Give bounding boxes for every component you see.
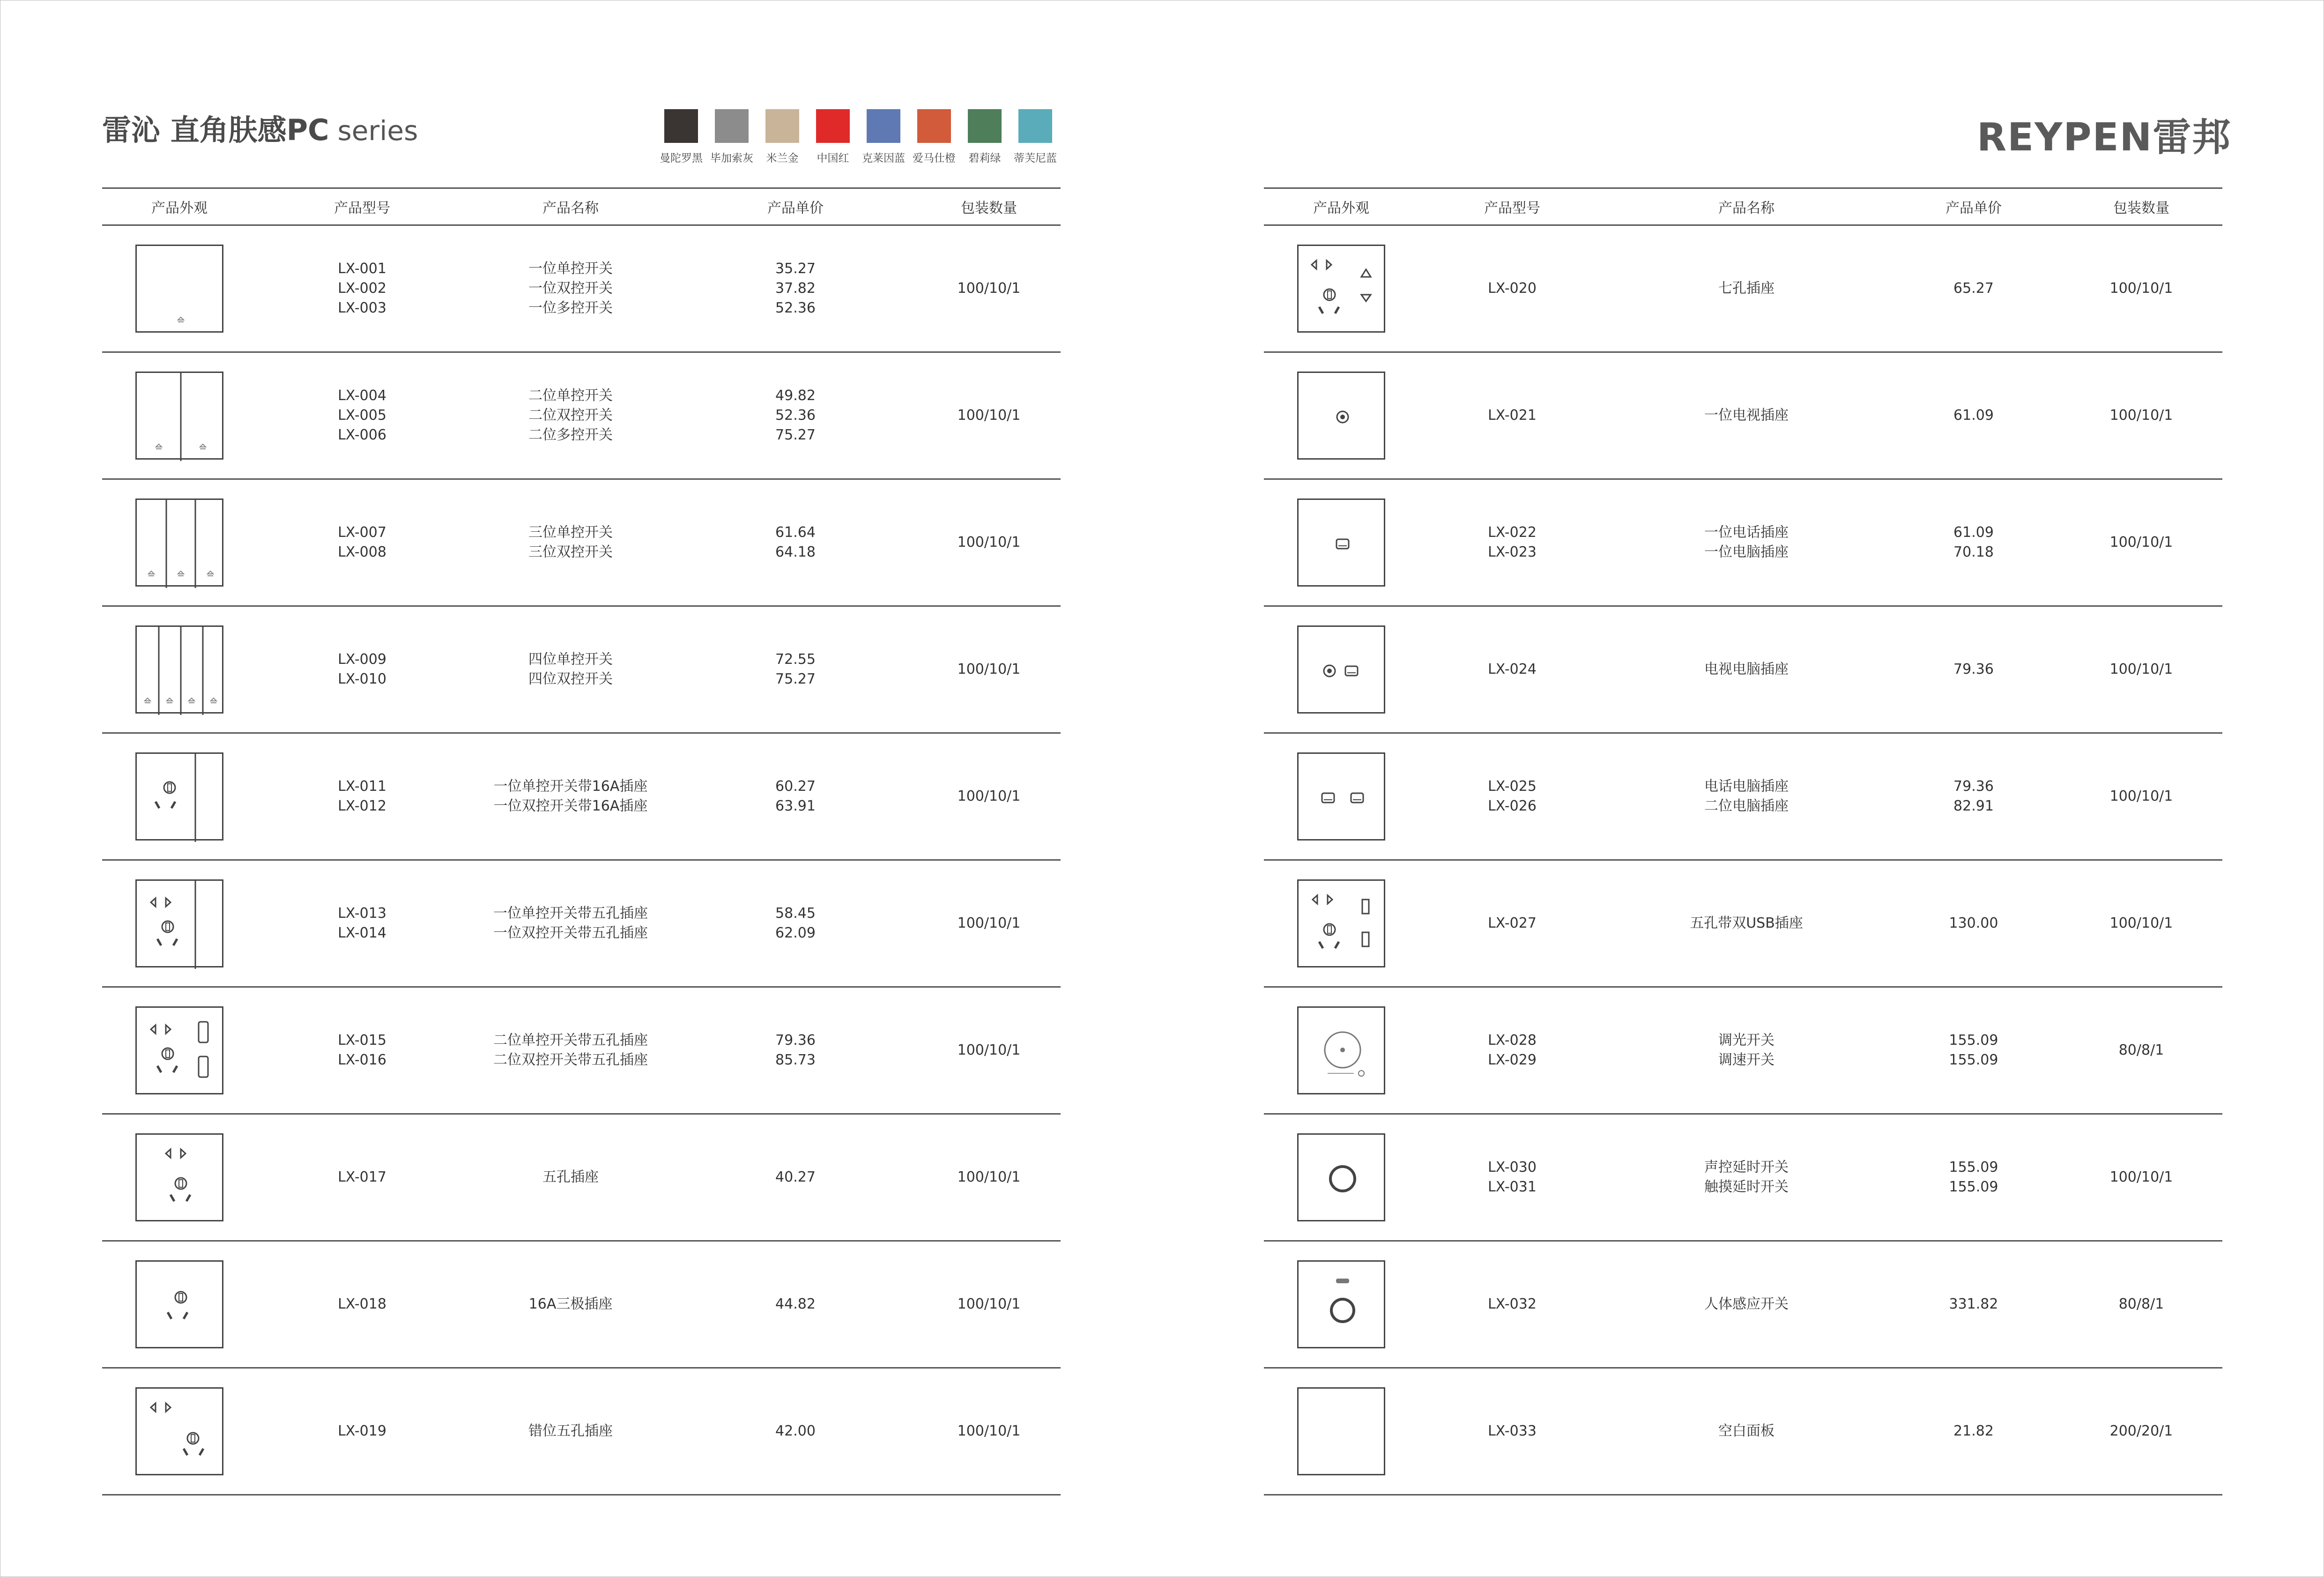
price-cell: 35.27 37.82 52.36 xyxy=(775,260,816,316)
product-panel-icon xyxy=(135,372,223,460)
name-cell: 一位电话插座 一位电脑插座 xyxy=(1704,524,1789,560)
name-cell: 四位单控开关 四位双控开关 xyxy=(528,651,613,687)
color-chip xyxy=(816,109,850,143)
price-cell: 72.55 75.27 xyxy=(775,651,816,687)
color-swatch-label: 曼陀罗黑 xyxy=(660,152,703,164)
color-swatch xyxy=(858,109,909,165)
appearance-cell xyxy=(1264,752,1418,841)
header-model: 产品型号 xyxy=(1484,200,1540,216)
name-cell: 一位单控开关带五孔插座 一位双控开关带五孔插座 xyxy=(493,905,648,941)
appearance-cell xyxy=(1264,1260,1418,1348)
model-cell: LX-024 xyxy=(1488,661,1537,677)
model-cell: LX-018 xyxy=(338,1296,386,1312)
model-cell: LX-019 xyxy=(338,1423,386,1439)
color-chip xyxy=(968,109,1002,143)
model-cell: LX-011 LX-012 xyxy=(338,778,386,814)
appearance-cell xyxy=(102,879,257,967)
color-swatch-label: 中国红 xyxy=(817,152,849,164)
color-swatch xyxy=(808,109,858,165)
page-title xyxy=(102,107,418,149)
color-chip xyxy=(715,109,749,143)
price-cell: 331.82 xyxy=(1949,1296,1998,1312)
appearance-cell xyxy=(102,245,257,333)
brand-logo: REYPEN雷邦 xyxy=(1977,115,2232,160)
name-cell: 调光开关 调速开关 xyxy=(1718,1032,1775,1068)
appearance-cell xyxy=(102,752,257,841)
table-row xyxy=(102,861,1061,988)
price-cell: 65.27 xyxy=(1953,280,1994,297)
model-cell: LX-027 xyxy=(1488,915,1537,931)
color-swatch-label: 克莱因蓝 xyxy=(862,152,905,164)
product-panel-icon xyxy=(1297,879,1385,967)
quantity-cell: 100/10/1 xyxy=(957,1296,1021,1312)
name-cell: 七孔插座 xyxy=(1718,280,1775,297)
product-table-left xyxy=(102,187,1061,1495)
product-panel-icon xyxy=(135,1260,223,1348)
name-cell: 16A三极插座 xyxy=(528,1296,613,1312)
header-appearance: 产品外观 xyxy=(1313,200,1369,216)
color-swatch xyxy=(1010,109,1061,165)
header-quantity: 包装数量 xyxy=(961,200,1017,216)
appearance-cell xyxy=(102,625,257,714)
table-row xyxy=(1264,1369,2222,1495)
price-cell: 155.09 155.09 xyxy=(1949,1032,1998,1068)
table-row xyxy=(1264,1115,2222,1242)
name-cell: 三位单控开关 三位双控开关 xyxy=(528,524,613,560)
table-row xyxy=(1264,861,2222,988)
quantity-cell: 100/10/1 xyxy=(957,788,1021,804)
color-swatch xyxy=(909,109,959,165)
header-quantity: 包装数量 xyxy=(2113,200,2169,216)
price-cell: 61.09 xyxy=(1953,407,1994,424)
appearance-cell xyxy=(1264,372,1418,460)
product-panel-icon xyxy=(1297,1006,1385,1094)
quantity-cell: 80/8/1 xyxy=(2118,1042,2164,1058)
appearance-cell xyxy=(102,498,257,587)
appearance-cell xyxy=(1264,1133,1418,1221)
price-cell: 79.36 85.73 xyxy=(775,1032,816,1068)
table-row xyxy=(1264,226,2222,353)
model-cell: LX-030 LX-031 xyxy=(1488,1159,1537,1195)
appearance-cell xyxy=(1264,1387,1418,1475)
name-cell: 空白面板 xyxy=(1718,1423,1775,1439)
name-cell: 一位单控开关 一位双控开关 一位多控开关 xyxy=(528,260,613,316)
appearance-cell xyxy=(1264,1006,1418,1094)
quantity-cell: 100/10/1 xyxy=(2109,661,2173,677)
header-model: 产品型号 xyxy=(334,200,390,216)
price-cell: 58.45 62.09 xyxy=(775,905,816,941)
header-name: 产品名称 xyxy=(542,200,599,216)
quantity-cell: 100/10/1 xyxy=(2109,280,2173,297)
appearance-cell xyxy=(102,1260,257,1348)
table-header xyxy=(1264,187,2222,226)
name-cell: 二位单控开关带五孔插座 二位双控开关带五孔插座 xyxy=(493,1032,648,1068)
product-panel-icon xyxy=(135,879,223,967)
color-chip xyxy=(664,109,698,143)
product-panel-icon xyxy=(135,1133,223,1221)
product-panel-icon xyxy=(135,752,223,841)
model-cell: LX-013 LX-014 xyxy=(338,905,386,941)
product-panel-icon xyxy=(135,498,223,587)
model-cell: LX-007 LX-008 xyxy=(338,524,386,560)
model-cell: LX-001 LX-002 LX-003 xyxy=(338,260,386,316)
model-cell: LX-015 LX-016 xyxy=(338,1032,386,1068)
quantity-cell: 100/10/1 xyxy=(957,915,1021,931)
title-cn: 雷沁 直角肤感PC xyxy=(102,113,329,147)
price-cell: 49.82 52.36 75.27 xyxy=(775,387,816,443)
color-swatch-label: 毕加索灰 xyxy=(710,152,753,164)
quantity-cell: 100/10/1 xyxy=(2109,788,2173,804)
price-cell: 61.09 70.18 xyxy=(1953,524,1994,560)
color-chip xyxy=(1018,109,1052,143)
color-swatch-label: 米兰金 xyxy=(766,152,799,164)
table-row xyxy=(1264,1242,2222,1369)
price-cell: 79.36 82.91 xyxy=(1953,778,1994,814)
product-panel-icon xyxy=(1297,625,1385,714)
quantity-cell: 100/10/1 xyxy=(957,280,1021,297)
color-swatch-label: 爱马仕橙 xyxy=(913,152,956,164)
name-cell: 人体感应开关 xyxy=(1704,1296,1789,1312)
name-cell: 电话电脑插座 二位电脑插座 xyxy=(1704,778,1789,814)
color-chip xyxy=(867,109,900,143)
table-row xyxy=(1264,480,2222,607)
table-row xyxy=(1264,607,2222,734)
quantity-cell: 100/10/1 xyxy=(957,1423,1021,1439)
table-row xyxy=(102,734,1061,861)
quantity-cell: 100/10/1 xyxy=(2109,915,2173,931)
table-body xyxy=(102,226,1061,1495)
table-header xyxy=(102,187,1061,226)
name-cell: 二位单控开关 二位双控开关 二位多控开关 xyxy=(528,387,613,443)
appearance-cell xyxy=(102,372,257,460)
price-cell: 21.82 xyxy=(1953,1423,1994,1439)
color-swatch xyxy=(757,109,808,165)
header-price: 产品单价 xyxy=(767,200,824,216)
appearance-cell xyxy=(1264,625,1418,714)
price-cell: 40.27 xyxy=(775,1169,816,1185)
header-price: 产品单价 xyxy=(1945,200,2002,216)
table-row xyxy=(1264,353,2222,480)
appearance-cell xyxy=(1264,498,1418,587)
name-cell: 五孔插座 xyxy=(542,1169,599,1185)
price-cell: 155.09 155.09 xyxy=(1949,1159,1998,1195)
table-row xyxy=(102,1242,1061,1369)
product-panel-icon xyxy=(135,625,223,714)
model-cell: LX-017 xyxy=(338,1169,386,1185)
name-cell: 一位单控开关带16A插座 一位双控开关带16A插座 xyxy=(493,778,648,814)
table-row xyxy=(102,1369,1061,1495)
appearance-cell xyxy=(1264,879,1418,967)
product-panel-icon xyxy=(135,245,223,333)
table-row xyxy=(102,607,1061,734)
product-panel-icon xyxy=(135,1006,223,1094)
product-panel-icon xyxy=(135,1387,223,1475)
color-swatch-label: 碧莉绿 xyxy=(968,152,1001,164)
product-panel-icon xyxy=(1297,1260,1385,1348)
model-cell: LX-009 LX-010 xyxy=(338,651,386,687)
price-cell: 130.00 xyxy=(1949,915,1998,931)
quantity-cell: 200/20/1 xyxy=(2109,1423,2173,1439)
quantity-cell: 100/10/1 xyxy=(957,661,1021,677)
color-chip xyxy=(765,109,799,143)
product-panel-icon xyxy=(1297,752,1385,841)
name-cell: 电视电脑插座 xyxy=(1704,661,1789,677)
appearance-cell xyxy=(102,1006,257,1094)
quantity-cell: 100/10/1 xyxy=(2109,534,2173,550)
color-swatch-label: 蒂芙尼蓝 xyxy=(1014,152,1057,164)
name-cell: 一位电视插座 xyxy=(1704,407,1789,424)
price-cell: 60.27 63.91 xyxy=(775,778,816,814)
table-row xyxy=(102,1115,1061,1242)
model-cell: LX-033 xyxy=(1488,1423,1537,1439)
name-cell: 错位五孔插座 xyxy=(528,1423,613,1439)
name-cell: 五孔带双USB插座 xyxy=(1690,915,1803,931)
appearance-cell xyxy=(1264,245,1418,333)
quantity-cell: 100/10/1 xyxy=(2109,1169,2173,1185)
title-en: series xyxy=(337,115,418,147)
model-cell: LX-020 xyxy=(1488,280,1537,297)
color-swatch xyxy=(706,109,757,165)
quantity-cell: 100/10/1 xyxy=(2109,407,2173,424)
model-cell: LX-025 LX-026 xyxy=(1488,778,1537,814)
table-body xyxy=(1264,226,2222,1495)
price-cell: 42.00 xyxy=(775,1423,816,1439)
table-row xyxy=(1264,734,2222,861)
appearance-cell xyxy=(102,1387,257,1475)
table-row xyxy=(102,988,1061,1115)
product-panel-icon xyxy=(1297,498,1385,587)
product-panel-icon xyxy=(1297,1387,1385,1475)
color-swatch xyxy=(656,109,706,165)
color-chip xyxy=(917,109,951,143)
price-cell: 44.82 xyxy=(775,1296,816,1312)
model-cell: LX-022 LX-023 xyxy=(1488,524,1537,560)
quantity-cell: 80/8/1 xyxy=(2118,1296,2164,1312)
product-panel-icon xyxy=(1297,1133,1385,1221)
appearance-cell xyxy=(102,1133,257,1221)
table-row xyxy=(102,226,1061,353)
table-row xyxy=(1264,988,2222,1115)
model-cell: LX-028 LX-029 xyxy=(1488,1032,1537,1068)
table-row xyxy=(102,480,1061,607)
product-table-right xyxy=(1264,187,2222,1495)
product-panel-icon xyxy=(1297,372,1385,460)
quantity-cell: 100/10/1 xyxy=(957,407,1021,424)
model-cell: LX-004 LX-005 LX-006 xyxy=(338,387,386,443)
quantity-cell: 100/10/1 xyxy=(957,534,1021,550)
name-cell: 声控延时开关 触摸延时开关 xyxy=(1704,1159,1789,1195)
price-cell: 61.64 64.18 xyxy=(775,524,816,560)
color-swatches xyxy=(656,109,1061,165)
quantity-cell: 100/10/1 xyxy=(957,1042,1021,1058)
quantity-cell: 100/10/1 xyxy=(957,1169,1021,1185)
model-cell: LX-032 xyxy=(1488,1296,1537,1312)
header-appearance: 产品外观 xyxy=(151,200,208,216)
header-name: 产品名称 xyxy=(1718,200,1775,216)
model-cell: LX-021 xyxy=(1488,407,1537,424)
table-row xyxy=(102,353,1061,480)
product-panel-icon xyxy=(1297,245,1385,333)
price-cell: 79.36 xyxy=(1953,661,1994,677)
color-swatch xyxy=(959,109,1010,165)
